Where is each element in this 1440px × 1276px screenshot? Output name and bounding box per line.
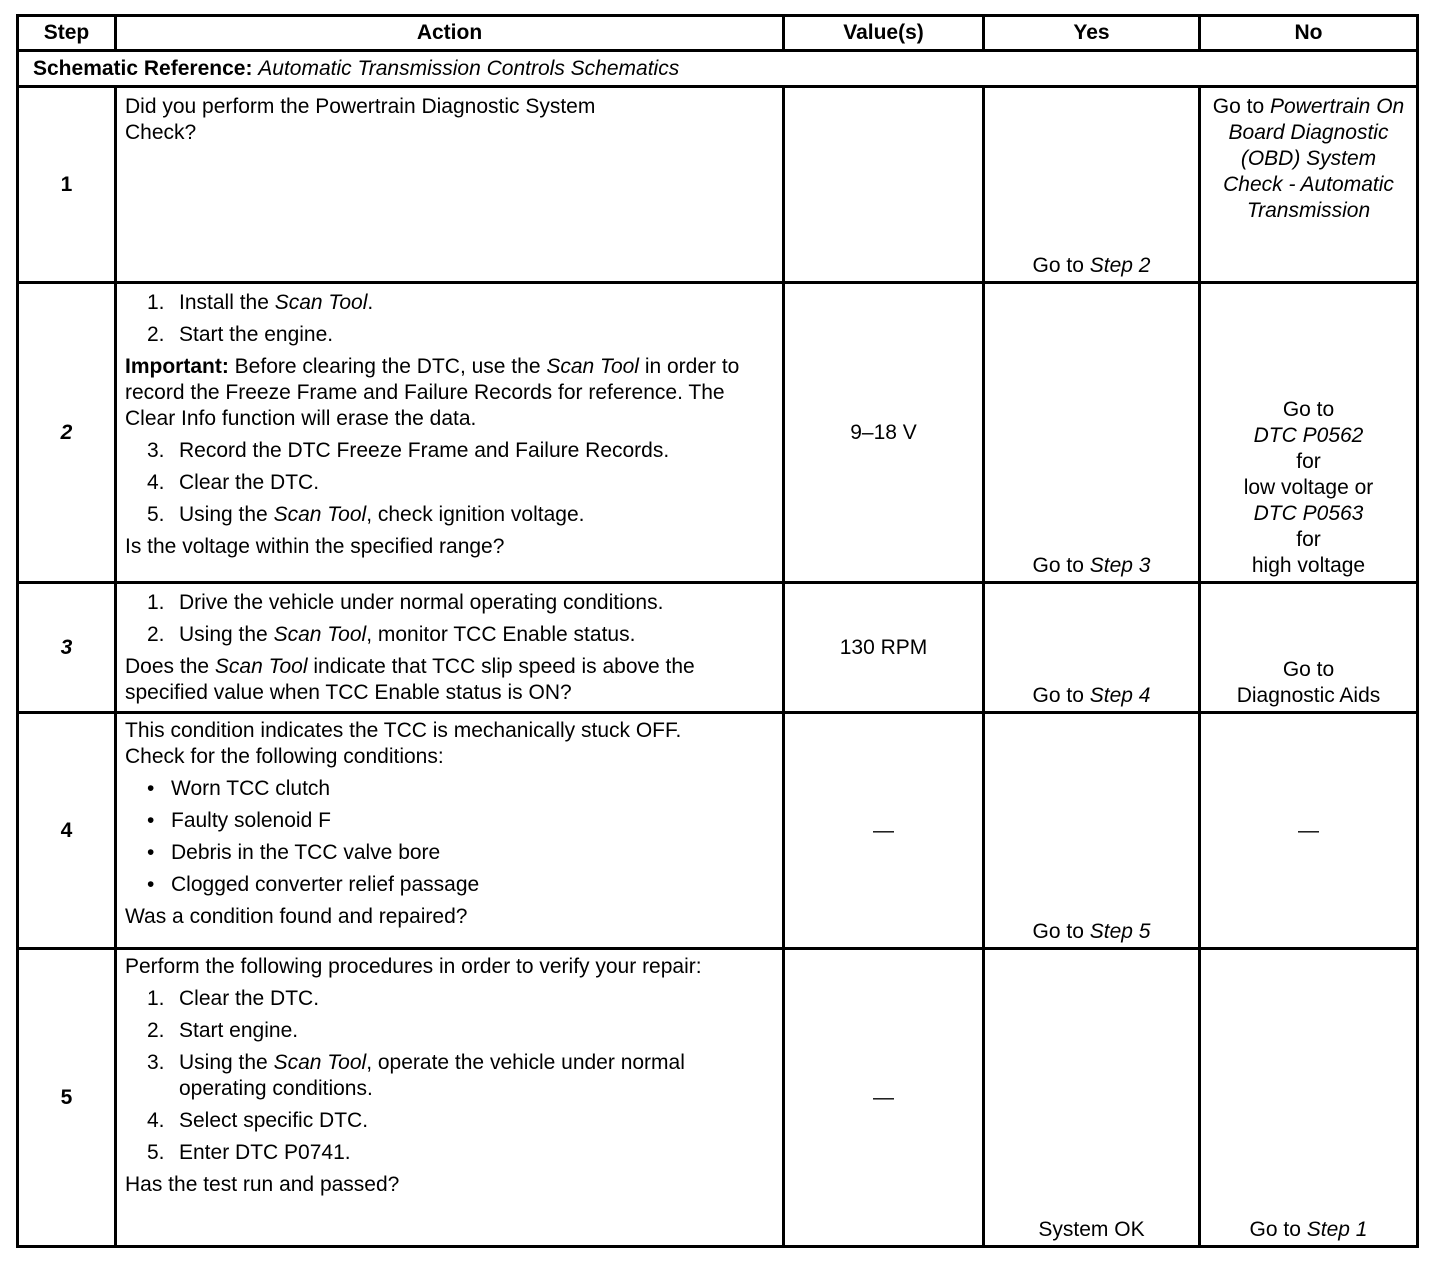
list-item: 4. Clear the DTC.: [147, 471, 320, 494]
yes-prefix: Go to: [1032, 554, 1084, 577]
step-action: [116, 949, 784, 1247]
no-link[interactable]: Powertrain On Board Diagnostic (OBD) System Check - Automatic Transmission: [1223, 95, 1405, 222]
list-item: 5. Enter DTC P0741.: [147, 1141, 351, 1164]
yes-link[interactable]: Step 3: [1089, 554, 1151, 577]
scan-tool-ref[interactable]: Scan Tool: [273, 623, 367, 646]
step-no: Go to DTC P0562 for low voltage or DTC P0563 for high voltage: [1200, 283, 1418, 583]
step-yes: System OK: [984, 949, 1200, 1247]
step-value: —: [784, 713, 984, 949]
scan-tool-ref[interactable]: Scan Tool: [546, 355, 639, 378]
step-list: [125, 986, 774, 1166]
step-row: [18, 283, 1418, 583]
yes-link[interactable]: Step 4: [1089, 684, 1151, 707]
step-action: [116, 87, 784, 283]
step-list: [125, 438, 774, 528]
step-action: [116, 713, 784, 949]
yes-link[interactable]: Step 5: [1089, 920, 1151, 943]
important-note: Important: Before clearing the DTC, use the Scan Tool in order to record the Freeze Frame and Failure Records for reference. The Clear Info function will erase the data.: [125, 355, 740, 430]
step-list: [125, 290, 774, 348]
step-no: [1200, 87, 1418, 283]
schematic-label: Schematic Reference:: [33, 56, 253, 80]
step-number: 5: [18, 949, 116, 1247]
header-row: [18, 16, 1418, 51]
schematic-reference-row: [18, 51, 1418, 87]
action-intro: Perform the following procedures in order to verify your repair:: [125, 955, 702, 978]
list-item: • Faulty solenoid F: [147, 809, 331, 832]
list-item: 2. Using the Scan Tool, monitor TCC Enable status.: [147, 623, 636, 646]
step-value: 130 RPM: [784, 583, 984, 713]
action-question: Did you perform the Powertrain Diagnostic System Check?: [125, 95, 596, 144]
scan-tool-ref[interactable]: Scan Tool: [273, 503, 367, 526]
step-no: —: [1200, 713, 1418, 949]
yes-prefix: Go to: [1032, 920, 1084, 943]
no-prefix: Go to: [1212, 95, 1265, 118]
yes-prefix: Go to: [1032, 254, 1084, 277]
step-number: 3: [18, 583, 116, 713]
header-action: Action: [116, 16, 784, 51]
step-number: 2: [18, 283, 116, 583]
list-item: 2. Start the engine.: [147, 323, 334, 346]
step-value: 9–18 V: [784, 283, 984, 583]
list-item: 1. Clear the DTC.: [147, 987, 320, 1010]
action-question: Was a condition found and repaired?: [125, 905, 468, 928]
list-item: 1. Drive the vehicle under normal operating conditions.: [147, 591, 664, 614]
step-list: [125, 590, 774, 648]
header-step: Step: [18, 16, 116, 51]
yes-link[interactable]: Step 2: [1089, 254, 1151, 277]
list-item: • Worn TCC clutch: [147, 777, 331, 800]
diagnostic-table: [16, 14, 1419, 1248]
step-number: 1: [18, 87, 116, 283]
step-yes: [984, 87, 1200, 283]
step-row: [18, 583, 1418, 713]
step-yes: [984, 583, 1200, 713]
list-item: • Debris in the TCC valve bore: [147, 841, 441, 864]
no-prefix: Go to: [1249, 1218, 1301, 1241]
action-question: Has the test run and passed?: [125, 1173, 400, 1196]
header-no: No: [1200, 16, 1418, 51]
no-link[interactable]: DTC P0563: [1253, 502, 1364, 525]
schematic-link[interactable]: Automatic Transmission Controls Schematics: [258, 56, 680, 80]
step-yes: [984, 283, 1200, 583]
list-item: 4. Select specific DTC.: [147, 1109, 369, 1132]
step-action: [116, 283, 784, 583]
list-item: 3. Using the Scan Tool, operate the vehicle under normal operating conditions.: [147, 1051, 685, 1100]
list-item: 2. Start engine.: [147, 1019, 299, 1042]
step-row: [18, 87, 1418, 283]
scan-tool-ref[interactable]: Scan Tool: [214, 655, 308, 678]
step-value: —: [784, 949, 984, 1247]
step-no: [1200, 949, 1418, 1247]
header-yes: Yes: [984, 16, 1200, 51]
step-row: [18, 713, 1418, 949]
schematic-reference: [18, 51, 1418, 87]
list-item: • Clogged converter relief passage: [147, 873, 480, 896]
list-item: 5. Using the Scan Tool, check ignition voltage.: [147, 503, 585, 526]
header-values: Value(s): [784, 16, 984, 51]
step-no: Go to Diagnostic Aids: [1200, 583, 1418, 713]
no-link[interactable]: DTC P0562: [1253, 424, 1364, 447]
no-link[interactable]: Step 1: [1306, 1218, 1368, 1241]
step-yes: [984, 713, 1200, 949]
action-question: Does the Scan Tool indicate that TCC slip speed is above the specified value when TCC Enable status is ON?: [125, 655, 695, 704]
yes-prefix: Go to: [1032, 684, 1084, 707]
step-number: 4: [18, 713, 116, 949]
condition-list: [125, 776, 774, 898]
scan-tool-ref[interactable]: Scan Tool: [274, 291, 368, 314]
scan-tool-ref[interactable]: Scan Tool: [273, 1051, 367, 1074]
list-item: 3. Record the DTC Freeze Frame and Failure Records.: [147, 439, 670, 462]
action-intro: This condition indicates the TCC is mechanically stuck OFF. Check for the following conditions:: [125, 719, 682, 768]
step-row: [18, 949, 1418, 1247]
step-value: [784, 87, 984, 283]
list-item: 1. Install the Scan Tool.: [147, 291, 374, 314]
step-action: [116, 583, 784, 713]
action-question: Is the voltage within the specified range?: [125, 535, 505, 558]
no-link[interactable]: Diagnostic Aids: [1236, 684, 1381, 707]
